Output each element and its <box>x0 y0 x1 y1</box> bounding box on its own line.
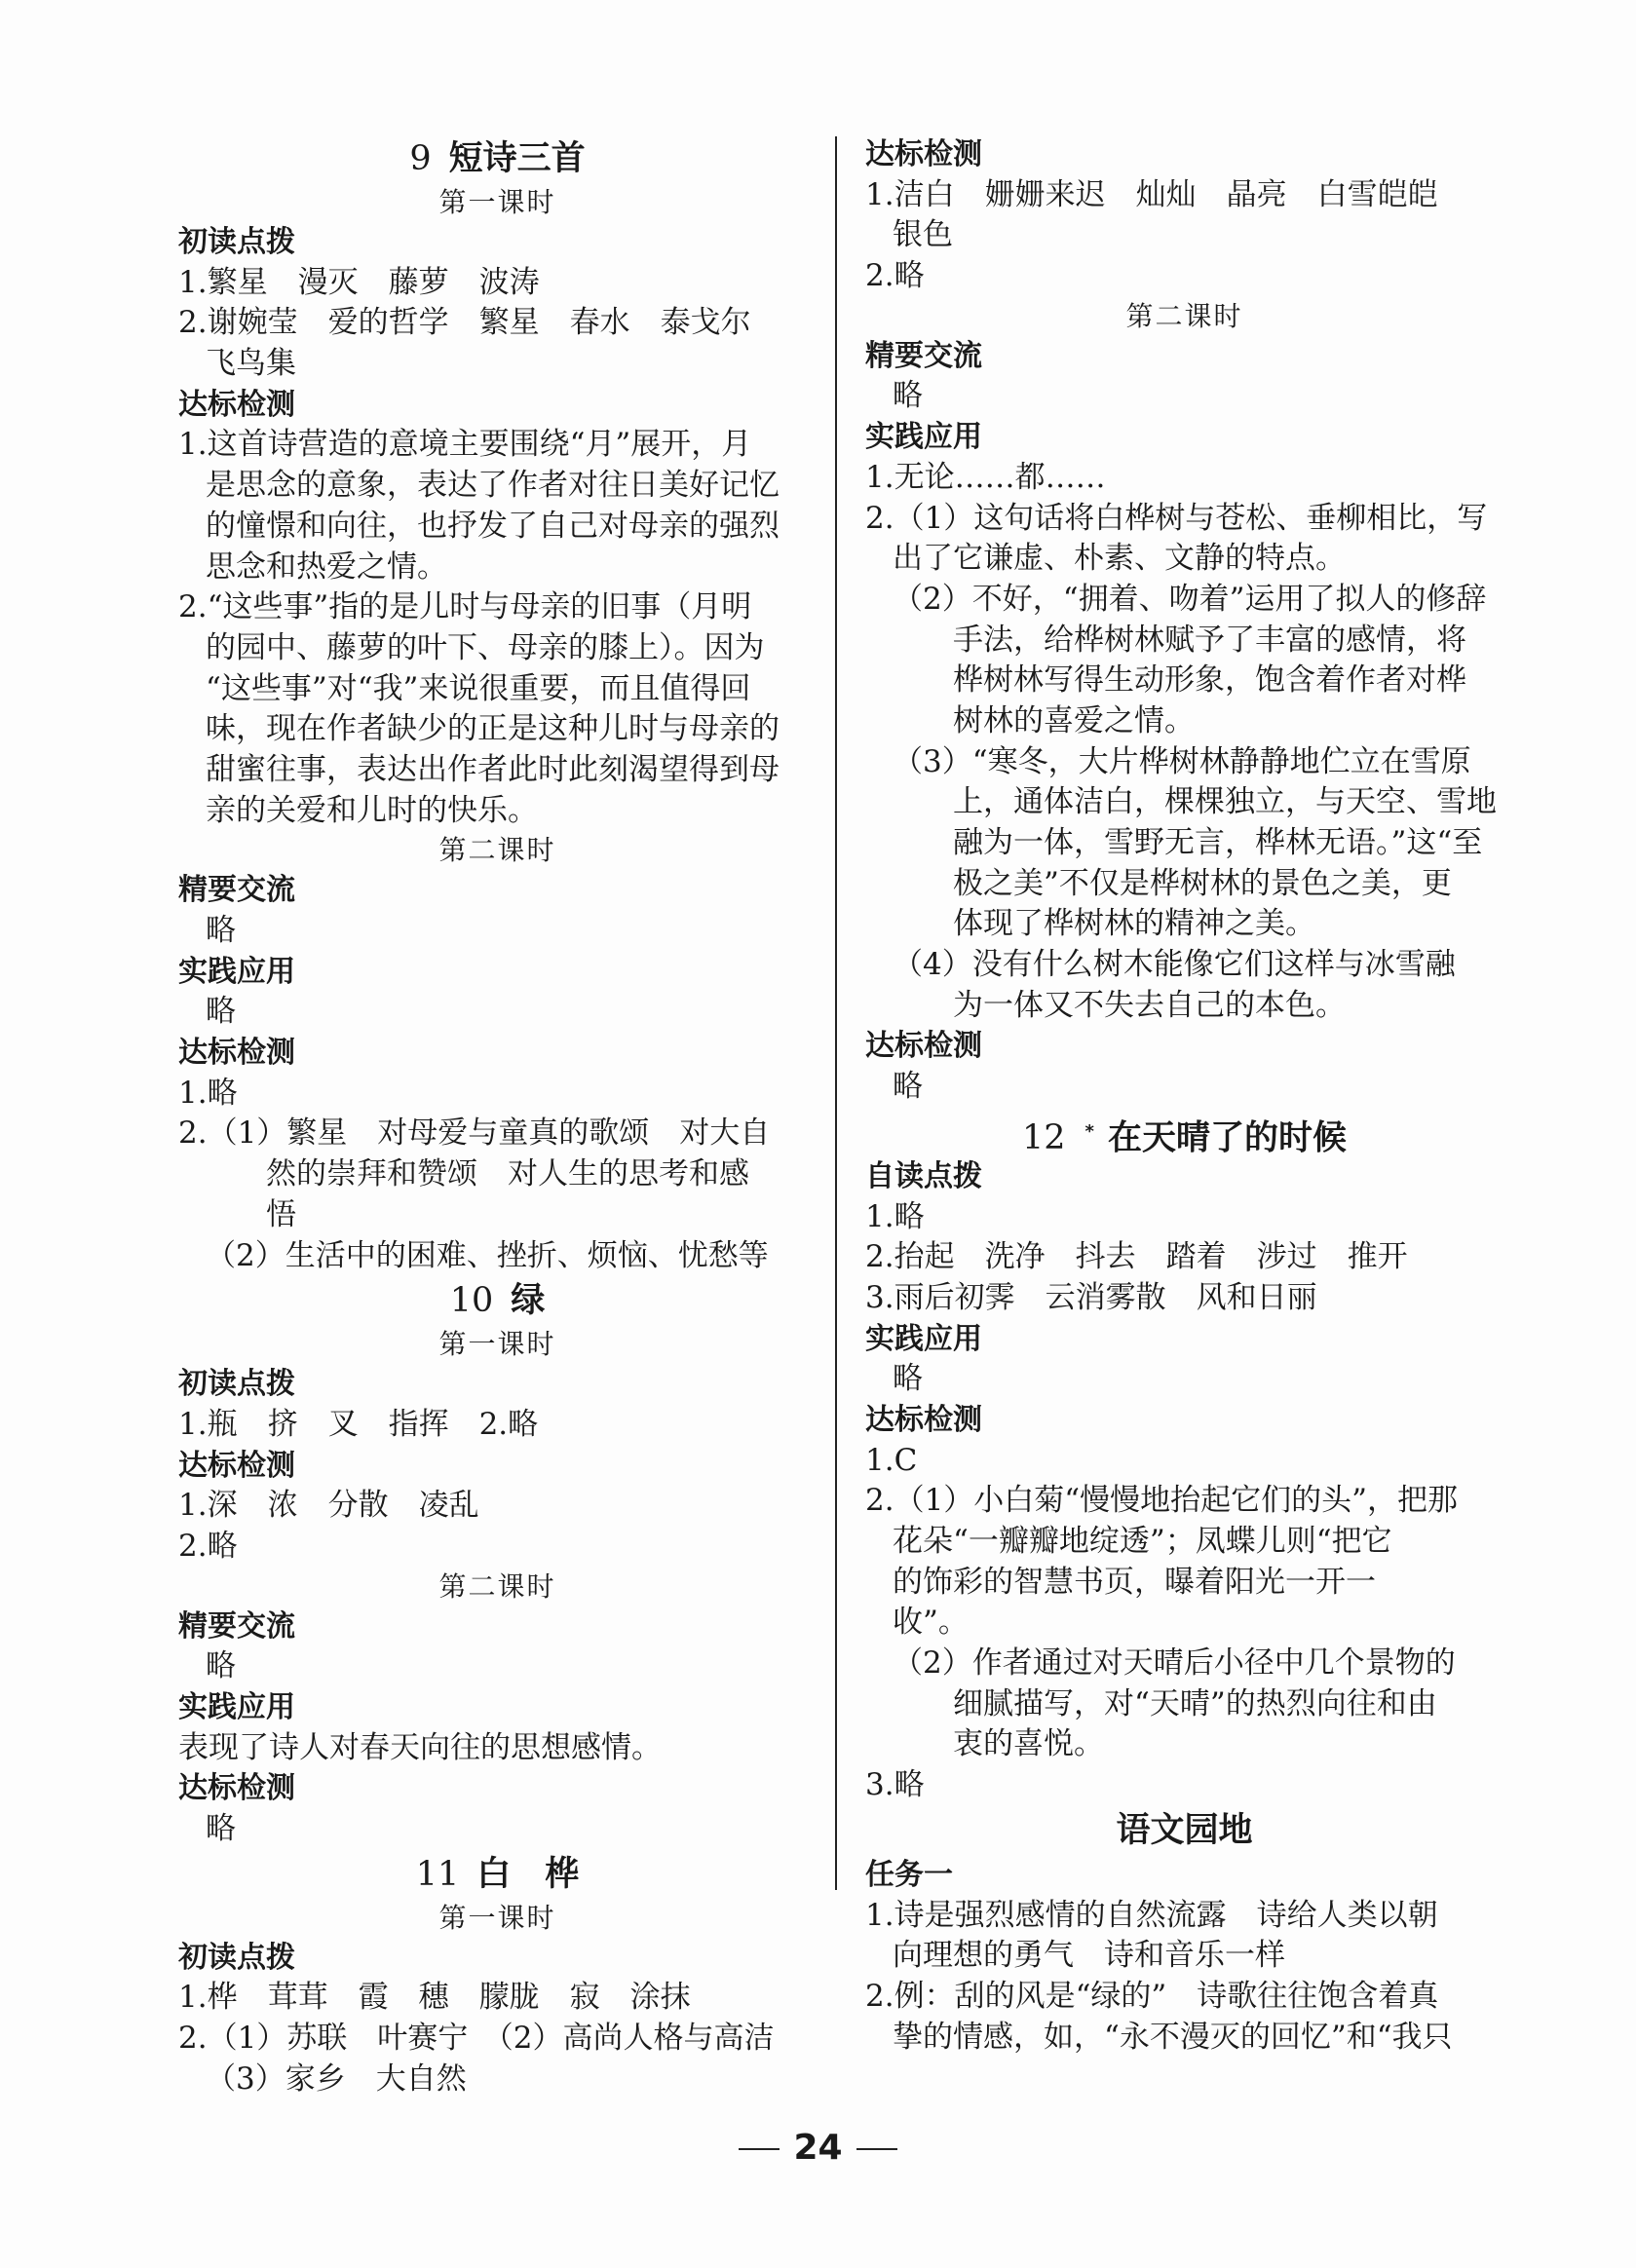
answer-line: 2.谢婉莹 爱的哲学 繁星 春水 泰戈尔 <box>178 305 751 341</box>
subsection-heading: 精要交流 <box>865 338 982 373</box>
page-footer <box>0 2128 1636 2168</box>
answer-line: 2.例：刮的风是“绿的” 诗歌往往饱含着真 <box>865 1978 1439 2014</box>
footer-dash-right <box>856 2148 897 2150</box>
answer-line: 亲的关爱和儿时的快乐。 <box>206 792 538 828</box>
subsection-heading: 达标检测 <box>865 1029 982 1064</box>
subsection-heading: 初读点拨 <box>178 1367 295 1402</box>
answer-line: 1.诗是强烈感情的自然流露 诗给人类以朝 <box>865 1897 1438 1933</box>
subsection-heading: 达标检测 <box>178 1036 295 1071</box>
lesson-heading: 第二课时 <box>1125 299 1243 332</box>
answer-line: “这些事”对“我”来说很重要，而且值得回 <box>206 670 751 706</box>
lesson-heading: 第二课时 <box>438 834 556 867</box>
answer-line: 略 <box>206 1811 236 1847</box>
answer-line: 1.深 浓 分散 凌乱 <box>178 1488 479 1524</box>
lesson-heading: 第一课时 <box>438 1328 556 1361</box>
answer-line: 1.瓶 挤 叉 指挥 2.略 <box>178 1406 539 1442</box>
subsection-heading: 实践应用 <box>178 954 295 989</box>
answer-line: 1.繁星 漫灭 藤萝 波涛 <box>178 264 540 300</box>
section-number: 9 <box>409 139 432 178</box>
answer-line: 略 <box>893 378 923 414</box>
answer-line: 2.（1）繁星 对母爱与童真的歌颂 对大自 <box>178 1115 771 1152</box>
answer-line: 略 <box>206 1648 236 1684</box>
self-study-mark: * <box>1084 1120 1094 1142</box>
subsection-heading: 任务一 <box>865 1857 953 1892</box>
section-number: 10 <box>449 1281 494 1321</box>
answer-line: 收”。 <box>893 1605 969 1641</box>
section-title <box>178 1276 817 1325</box>
section-title <box>865 1108 1503 1156</box>
answer-line: 1.略 <box>865 1198 925 1234</box>
answer-line: 表现了诗人对春天向往的思想感情。 <box>178 1729 662 1765</box>
answer-line: 树林的喜爱之情。 <box>953 702 1195 738</box>
answer-line: 3.雨后初霁 云消雾散 风和日丽 <box>865 1279 1317 1315</box>
answer-line: （2）不好，“拥着、吻着”运用了拟人的修辞 <box>893 581 1487 617</box>
section-title-text: 在天晴了的时候 <box>1107 1118 1347 1158</box>
section-title-text: 白 桦 <box>476 1854 580 1894</box>
answer-line: 思念和热爱之情。 <box>206 548 447 585</box>
answer-line: 为一体又不失去自己的本色。 <box>953 987 1346 1023</box>
lesson-heading: 第一课时 <box>438 186 556 218</box>
answer-line: （2）生活中的困难、挫折、烦恼、忧愁等 <box>206 1237 769 1273</box>
answer-line: （4）没有什么树木能像它们这样与冰雪融 <box>893 947 1456 983</box>
right-column <box>865 134 1503 2058</box>
answer-line: 的憧憬和向往，也抒发了自己对母亲的强烈 <box>206 508 780 544</box>
answer-line: 悟 <box>266 1196 296 1232</box>
lesson-heading: 第一课时 <box>438 1901 556 1934</box>
subsection-heading: 达标检测 <box>178 1448 295 1483</box>
answer-line: 略 <box>893 1069 923 1105</box>
answer-line: 挚的情感，如，“永不漫灭的回忆”和“我只 <box>893 2019 1453 2055</box>
subsection-heading: 精要交流 <box>178 1608 295 1644</box>
answer-line: （3）“寒冬，大片桦树林静静地伫立在雪原 <box>893 743 1471 779</box>
answer-line: 2.略 <box>178 1528 238 1564</box>
answer-line: 细腻描写，对“天晴”的热烈向往和由 <box>953 1685 1437 1721</box>
answer-line: 桦树林写得生动形象，饱含着作者对桦 <box>953 662 1466 699</box>
subsection-heading: 初读点拨 <box>178 1940 295 1975</box>
answer-line: 融为一体，雪野无言，桦林无语。”这“至 <box>953 825 1483 860</box>
answer-line: 向理想的勇气 诗和音乐一样 <box>893 1938 1285 1974</box>
section-title-text: 绿 <box>511 1281 546 1321</box>
answer-line: 的饰彩的智慧书页，曝着阳光一开一 <box>893 1564 1376 1600</box>
answer-line: （2）作者通过对天晴后小径中几个景物的 <box>893 1645 1456 1682</box>
answer-line: 略 <box>893 1361 923 1397</box>
subsection-heading: 精要交流 <box>178 873 295 908</box>
answer-line: 1.C <box>865 1442 918 1478</box>
answer-line: 手法，给桦树林赋予了丰富的感情，将 <box>953 622 1466 658</box>
answer-line: 略 <box>206 913 236 948</box>
answer-line: 体现了桦树林的精神之美。 <box>953 906 1315 942</box>
answer-line: 2.（1）小白菊“慢慢地抬起它们的头”，把那 <box>865 1483 1458 1519</box>
answer-line: 甜蜜往事，表达出作者此时此刻渴望得到母 <box>206 751 780 787</box>
subsection-heading: 自读点拨 <box>865 1158 982 1193</box>
answer-line: 2.（1）苏联 叶赛宁 （2）高尚人格与高洁 <box>178 2021 775 2057</box>
answer-line: 2.（1）这句话将白桦树与苍松、垂柳相比，写 <box>865 500 1488 536</box>
left-column <box>178 134 817 2100</box>
answer-line: 1.洁白 姗姗来迟 灿灿 晶亮 白雪皑皑 <box>865 176 1438 212</box>
answer-line: 是思念的意象，表达了作者对往日美好记忆 <box>206 468 780 504</box>
answer-line: 2.“这些事”指的是儿时与母亲的旧事（月明 <box>178 589 752 625</box>
subsection-heading: 达标检测 <box>178 1771 295 1806</box>
answer-line: 衷的喜悦。 <box>953 1726 1104 1762</box>
answer-line: 1.无论……都…… <box>865 459 1106 495</box>
subsection-heading: 实践应用 <box>865 420 982 455</box>
subsection-heading: 实践应用 <box>178 1690 295 1724</box>
section-title: 语文园地 <box>1116 1810 1253 1850</box>
subsection-heading: 达标检测 <box>865 137 982 171</box>
answer-line: 银色 <box>893 217 953 253</box>
section-number: 11 <box>415 1854 460 1894</box>
lesson-heading: 第二课时 <box>438 1569 556 1603</box>
subsection-heading: 实践应用 <box>865 1321 982 1356</box>
answer-line: （3）家乡 大自然 <box>206 2060 467 2097</box>
section-title <box>178 1850 817 1899</box>
answer-line: 的园中、藤萝的叶下、母亲的膝上）。因为 <box>206 629 765 665</box>
answer-line: 极之美”不仅是桦树林的景色之美，更 <box>953 865 1452 901</box>
answer-line: 花朵“一瓣瓣地绽透”；凤蝶儿则“把它 <box>893 1524 1392 1559</box>
answer-line: 1.桦 茸茸 霞 穗 朦胧 寂 涂抹 <box>178 1980 691 2016</box>
section-number: 12 <box>1022 1118 1066 1158</box>
answer-line: 上，通体洁白，棵棵独立，与天空、雪地 <box>953 784 1497 820</box>
page-number: 24 <box>793 2128 843 2168</box>
subsection-heading: 达标检测 <box>178 387 295 422</box>
answer-line: 飞鸟集 <box>206 346 296 382</box>
answer-line: 1.略 <box>178 1075 238 1111</box>
answer-line: 然的崇拜和赞颂 对人生的思考和感 <box>266 1156 749 1192</box>
section-title-text: 短诗三首 <box>448 139 586 178</box>
subsection-heading: 初读点拨 <box>178 225 295 259</box>
answer-line: 1.这首诗营造的意境主要围绕“月”展开，月 <box>178 427 752 463</box>
section-title <box>178 134 817 183</box>
column-divider <box>835 136 837 1890</box>
footer-dash-left <box>739 2148 780 2150</box>
answer-line: 2.略 <box>865 258 925 294</box>
answer-line: 略 <box>206 994 236 1030</box>
answer-line: 3.略 <box>865 1767 925 1803</box>
answer-line: 出了它谦虚、朴素、文静的特点。 <box>893 541 1346 577</box>
answer-line: 味，现在作者缺少的正是这种儿时与母亲的 <box>206 711 780 747</box>
subsection-heading: 达标检测 <box>865 1402 982 1437</box>
answer-line: 2.抬起 洗净 抖去 踏着 涉过 推开 <box>865 1239 1408 1275</box>
